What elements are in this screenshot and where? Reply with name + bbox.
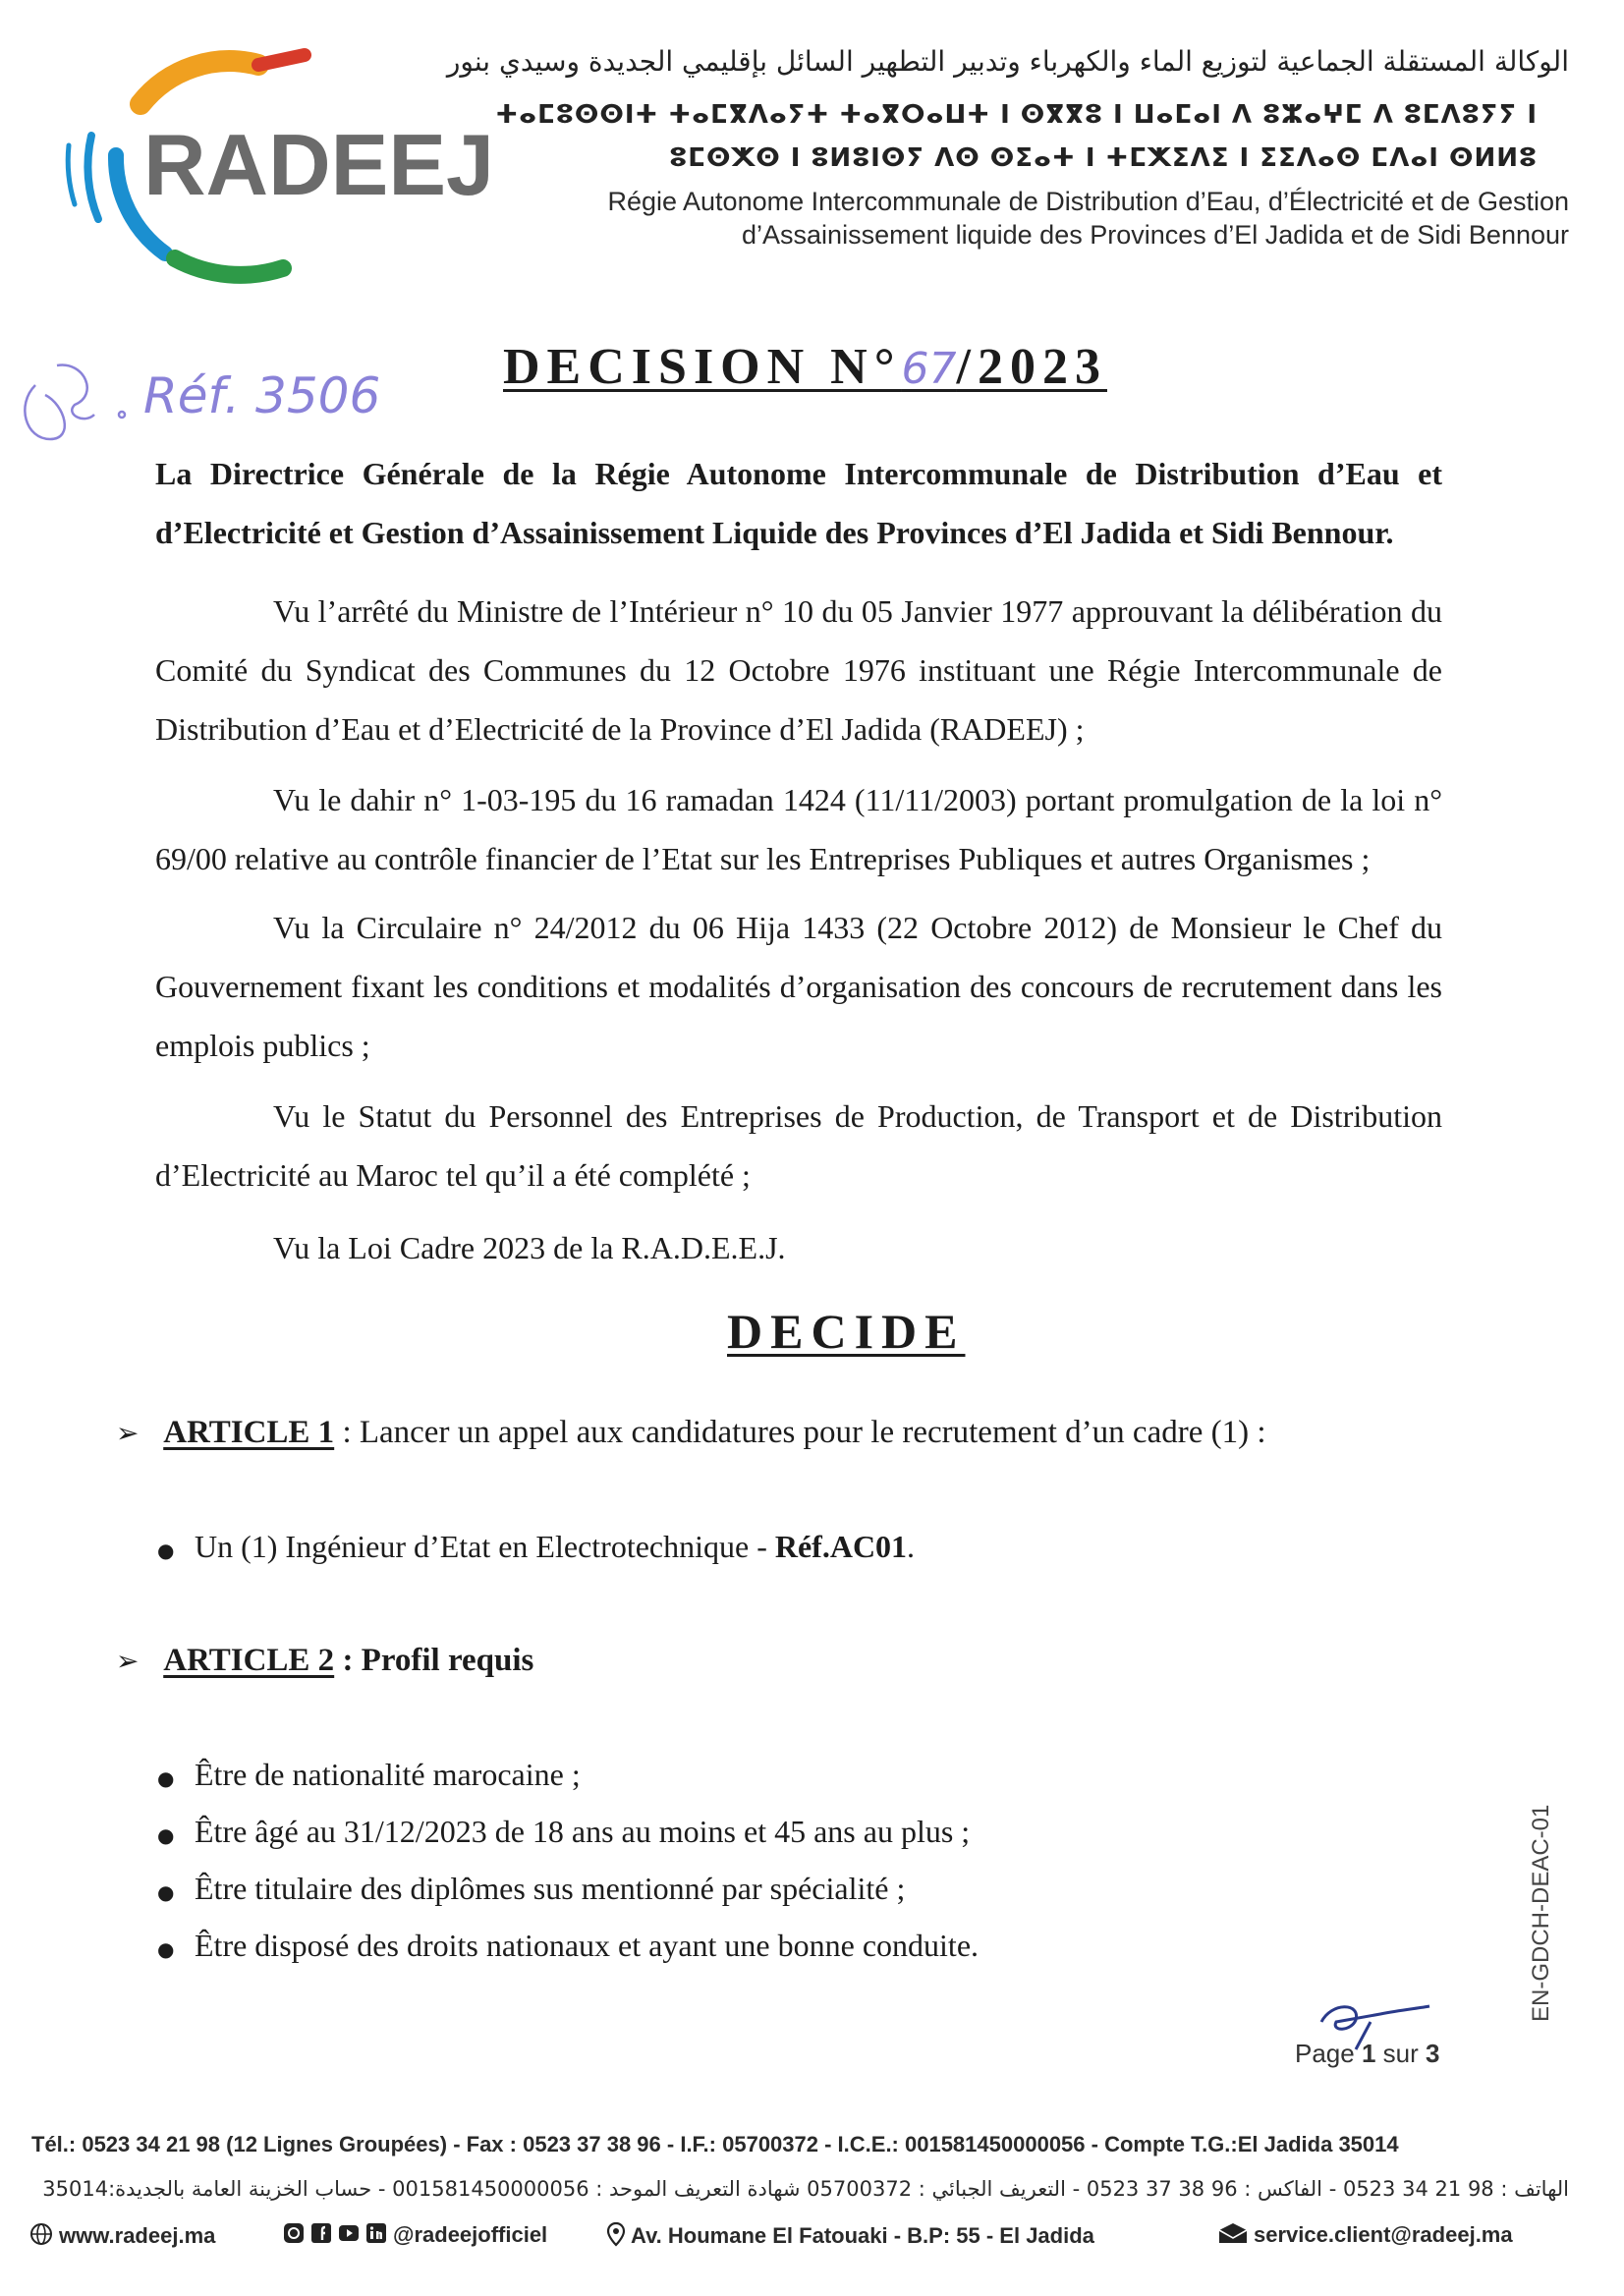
decision-title-prefix: DECISION N° bbox=[503, 339, 902, 395]
page-total: 3 bbox=[1426, 2039, 1440, 2068]
article-1-bullet-end: . bbox=[907, 1529, 916, 1564]
bullet-dot-icon: ● bbox=[157, 1823, 175, 1847]
footer-website-text: www.radeej.ma bbox=[59, 2222, 216, 2248]
article-2-bullet bbox=[157, 1757, 581, 1793]
page-indicator bbox=[1295, 2039, 1439, 2069]
article-2-bullet-text: Être âgé au 31/12/2023 de 18 ans au moins et 45 ans au plus ; bbox=[195, 1814, 971, 1849]
page-current: 1 bbox=[1361, 2039, 1376, 2068]
header-french-line1: Régie Autonome Intercommunale de Distribution d’Eau, d’Électricité et de Gestion bbox=[607, 187, 1569, 216]
footer-social[interactable] bbox=[283, 2222, 547, 2250]
header-french-line2: d’Assainissement liquide des Provinces d’El Jadida et de Sidi Bennour bbox=[742, 220, 1569, 250]
arrow-bullet-icon: ➢ bbox=[116, 1645, 140, 1677]
article-1 bbox=[116, 1415, 1266, 1451]
location-pin-icon bbox=[607, 2222, 625, 2252]
page-prefix: Page bbox=[1295, 2039, 1362, 2068]
footer-contact-line: Tél.: 0523 34 21 98 (12 Lignes Groupées) - Fax : 0523 37 38 96 - I.F.: 05700372 - I.C.E.: 001581450000056 - Compte T.G.:El Jadida 35014 bbox=[31, 2132, 1399, 2156]
article-1-bullet-text: Un (1) Ingénieur d’Etat en Electrotechnique - bbox=[195, 1529, 775, 1564]
page-middle: sur bbox=[1375, 2039, 1426, 2068]
article-2-bullet-text: Être disposé des droits nationaux et ayant une bonne conduite. bbox=[195, 1928, 980, 1963]
instagram-icon bbox=[283, 2222, 305, 2250]
bullet-dot-icon: ● bbox=[157, 1880, 175, 1904]
article-2-bullet bbox=[157, 1928, 979, 1964]
footer-address-text: Av. Houmane El Fatouaki - B.P: 55 - El Jadida bbox=[631, 2222, 1094, 2248]
header-tifinagh-line2: ⵓⵎⵙⵅⵙ Ⅰ ⵓⵍⵓⵏⵙⵢ ⴷⵙ ⵙⵉⴰⵜ Ⅰ ⵜⵎⵅⵉⴷⵉ Ⅰ ⵉⵉⴷⴰⵙ ⵎⴷⴰⵏ ⵙⵍⵍⵓ bbox=[669, 143, 1538, 173]
article-1-bullet bbox=[157, 1529, 915, 1565]
article-2-bullet-text: Être titulaire des diplômes sus mentionné par spécialité ; bbox=[195, 1871, 906, 1906]
decision-number: 67 bbox=[901, 344, 957, 394]
decide-heading: DECIDE bbox=[727, 1304, 966, 1359]
footer-email[interactable] bbox=[1218, 2222, 1513, 2250]
bullet-dot-icon: ● bbox=[157, 1766, 175, 1790]
document-code-text: EN-GDCH-DEAC-01 bbox=[1528, 1804, 1554, 2022]
article-2-bullet bbox=[157, 1814, 970, 1850]
document-code bbox=[1521, 1778, 1560, 2024]
decision-title bbox=[503, 338, 1107, 396]
globe-icon bbox=[29, 2222, 53, 2252]
consideration-4: Vu le Statut du Personnel des Entreprises de Production, de Transport et de Distribution d’Electricité au Maroc tel qu’il a été complété ; bbox=[155, 1098, 1442, 1193]
radeej-logo bbox=[47, 47, 494, 283]
footer-arabic-line: الهاتف : 98 21 34 0523 - الفاكس : 96 38 37 0523 - التعريف الجبائي : 05700372 شهادة التعريف الموحد : 001581450000056 - حساب الخزينة العامة بالجديدة:35014 bbox=[42, 2177, 1569, 2201]
decision-year: /2023 bbox=[956, 339, 1107, 395]
article-2-bullet bbox=[157, 1871, 905, 1907]
facebook-icon bbox=[310, 2222, 332, 2250]
article-2-bullet-text: Être de nationalité marocaine ; bbox=[195, 1757, 581, 1792]
handwritten-reference-text: Réf. 3506 bbox=[143, 367, 381, 424]
logo-wordmark: RADEEJ bbox=[143, 116, 494, 213]
footer-address bbox=[607, 2222, 1094, 2252]
arrow-bullet-icon: ➢ bbox=[116, 1417, 140, 1449]
article-2 bbox=[116, 1643, 533, 1679]
article-1-label: ARTICLE 1 bbox=[163, 1415, 335, 1450]
youtube-icon bbox=[338, 2222, 360, 2250]
article-1-text: : Lancer un appel aux candidatures pour le recrutement d’un cadre (1) : bbox=[334, 1415, 1266, 1450]
envelope-icon bbox=[1218, 2222, 1248, 2250]
footer-email-text: service.client@radeej.ma bbox=[1254, 2222, 1513, 2247]
consideration-5: Vu la Loi Cadre 2023 de la R.A.D.E.E.J. bbox=[273, 1230, 786, 1265]
bullet-dot-icon: ● bbox=[157, 1937, 175, 1961]
article-2-text: : Profil requis bbox=[334, 1643, 534, 1678]
consideration-2: Vu le dahir n° 1-03-195 du 16 ramadan 1424 (11/11/2003) portant promulgation de la loi n° 69/00 relative au contrôle financier de l’Etat sur les Entreprises Publiques et autres Organismes ; bbox=[155, 782, 1442, 876]
footer-social-text: @radeejofficiel bbox=[393, 2222, 548, 2247]
consideration-3: Vu la Circulaire n° 24/2012 du 06 Hija 1433 (22 Octobre 2012) de Monsieur le Chef du Gouvernement fixant les conditions et modalités d’organisation des concours de recrutement dans les emplois publics ; bbox=[155, 910, 1442, 1063]
bullet-dot-icon: ● bbox=[157, 1539, 175, 1562]
article-2-label: ARTICLE 2 bbox=[163, 1643, 335, 1678]
header-arabic-name: الوكالة المستقلة الجماعية لتوزيع الماء والكهرباء وتدبير التطهير السائل بإقليمي الجديدة وسيدي بنور bbox=[446, 45, 1569, 78]
consideration-1: Vu l’arrêté du Ministre de l’Intérieur n° 10 du 05 Janvier 1977 approuvant la délibération du Comité du Syndicat des Communes du 12 Octobre 1976 instituant une Régie Intercommunale de Distribution d’Eau et d’Electricité de la Province d’El Jadida (RADEEJ) ; bbox=[155, 593, 1442, 747]
intro-paragraph: La Directrice Générale de la Régie Autonome Intercommunale de Distribution d’Eau et d’Electricité et Gestion d’Assainissement Liquide des Provinces d’El Jadida et Sidi Bennour. bbox=[155, 456, 1442, 550]
linkedin-icon bbox=[365, 2222, 387, 2250]
header-tifinagh-line1: ⵜⴰⵎⵓⵙⵙⵏⵜ ⵜⴰⵎⴳⴷⴰⵢⵜ ⵜⴰⴳⵔⴰⵡⵜ Ⅰ ⵙⴳⴳⵓ Ⅰ ⵡⴰⵎⴰⵏ Λ ⵓⵣⴰⵖⵎ Λ ⵓⵎⴷⵓⵢⵢ Ⅰ bbox=[495, 100, 1538, 130]
article-1-bullet-ref: Réf.AC01 bbox=[774, 1529, 908, 1564]
footer-website[interactable] bbox=[29, 2222, 215, 2252]
